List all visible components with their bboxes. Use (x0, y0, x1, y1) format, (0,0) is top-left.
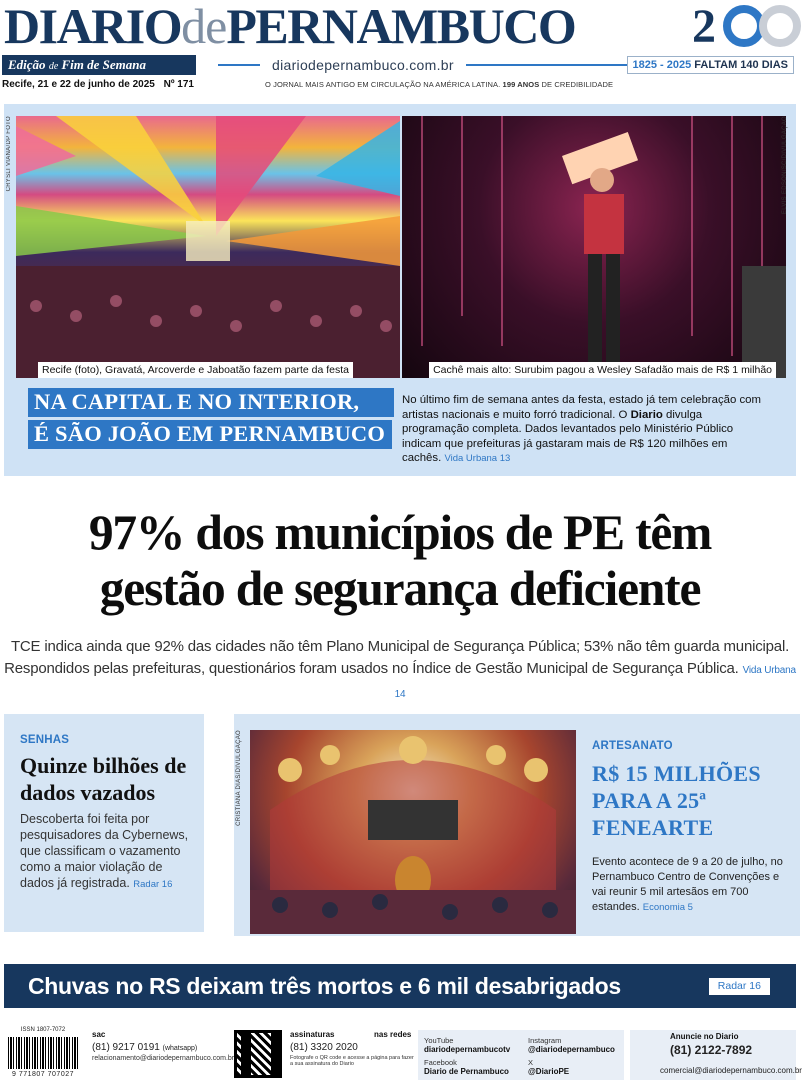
dateline (2, 78, 798, 92)
subscription-label: assinaturas (290, 1030, 335, 1039)
x-link[interactable] (528, 1058, 569, 1076)
summary-text: No último fim de semana antes da festa, estado já tem celebração com artistas nacionais e muito forró tradicional. O (402, 394, 761, 421)
youtube-handle: diariodepernambucotv (424, 1045, 511, 1054)
issue-number: Nº 171 (163, 79, 194, 90)
youtube-link[interactable] (424, 1036, 510, 1054)
summary-bold: Diario (630, 408, 663, 421)
main-headline[interactable] (0, 505, 800, 617)
logo-word-pernambuco: PERNAMBUCO (226, 0, 576, 54)
concert-illustration (402, 116, 786, 378)
concert-singer-photo[interactable] (402, 116, 786, 378)
facebook-label: Facebook (424, 1058, 457, 1067)
story-kicker: ARTESANATO (592, 740, 673, 752)
instagram-label: Instagram (528, 1036, 562, 1045)
sao-joao-section (4, 104, 796, 476)
senhas-story[interactable] (4, 714, 204, 932)
social-links (418, 1030, 624, 1080)
story-headline: Quinze bilhões de dados vazados (20, 753, 187, 805)
instagram-handle: @diariodepernambuco (528, 1045, 615, 1054)
motto-bold: 199 ANOS (502, 80, 540, 89)
edition-word: Edição (8, 57, 46, 72)
ad-label: Anuncie no Diario (670, 1032, 739, 1041)
edition-de: de (48, 61, 59, 72)
headline-line: NA CAPITAL E NO INTERIOR, (28, 388, 394, 417)
anniversary-200-logo (690, 0, 800, 53)
facebook-handle: Diario de Pernambuco (424, 1067, 509, 1076)
social-label-block (374, 1030, 411, 1039)
site-url[interactable]: diariodepernambuco.com.br (260, 55, 466, 75)
story-kicker: SENHAS (20, 734, 70, 746)
summary-text: divulga programação completa. Dados levantados pelo Ministério Público indicam que prefeituras já gastaram mais de R$ 120 milhões em cachês. (402, 408, 734, 464)
barcode-digits: 9 771807 707027 (12, 1071, 74, 1078)
subheadline-line: Respondidos pelas prefeituras, questionários foram usados no Índice de Gestão Municipal de Segurança Pública. (4, 660, 739, 677)
sao-joao-headline[interactable] (28, 388, 394, 452)
rs-rain-banner[interactable] (4, 964, 796, 1008)
banner-headline: Chuvas no RS deixam três mortos e 6 mil desabrigados (28, 973, 621, 999)
story-text (592, 855, 788, 915)
social-label: nas redes (374, 1030, 412, 1039)
headline-line: É SÃO JOÃO EM PERNAMBUCO (28, 420, 392, 449)
photo-credit: CRISTIANA DIAS/DIVULGAÇÃO (236, 730, 242, 826)
svg-text:2: 2 (692, 0, 716, 53)
youtube-label: YouTube (424, 1036, 454, 1045)
section-page-link[interactable]: Vida Urbana 13 (444, 453, 511, 464)
story-headline: R$ 15 MILHÕES PARA A 25ª FENEARTE (592, 761, 761, 840)
headline-line: gestão de segurança deficiente (99, 561, 701, 616)
sac-phone-note: (whatsapp) (162, 1045, 198, 1052)
artesanato-story[interactable] (234, 714, 800, 936)
footer (0, 1026, 800, 1084)
motto (265, 78, 613, 92)
sac-phone[interactable] (92, 1042, 234, 1053)
logo-word-de: de (181, 0, 227, 54)
festival-illustration (16, 116, 400, 378)
section-page-link[interactable]: Vida Urbana 14 (394, 665, 796, 700)
section-page-link[interactable]: Economia 5 (642, 902, 693, 913)
ad-phone[interactable]: (81) 2122-7892 (670, 1043, 753, 1057)
x-handle: @DiarioPE (528, 1067, 570, 1076)
countdown-text: FALTAM 140 DIAS (694, 59, 788, 71)
fenearte-illustration (250, 730, 576, 934)
subscription-note: Fotografe o QR code e acesse a página para fazer a sua assinatura do Diario (290, 1055, 414, 1067)
anniversary-years: 1825 - 2025 (632, 59, 692, 71)
photo-caption: Cachê mais alto: Surubim pagou a Wesley Safadão mais de R$ 1 milhão (429, 362, 776, 378)
main-subheadline (0, 636, 800, 706)
issn-number: ISSN 1807-7072 (20, 1027, 66, 1033)
edition-weekend: Fim de Semana (61, 57, 147, 72)
ad-email[interactable]: comercial@diariodepernambuco.com.br (660, 1066, 802, 1075)
sac-phone-number: (81) 9217 0191 (92, 1042, 160, 1053)
sac-email[interactable]: relacionamento@diariodepernambuco.com.br (92, 1055, 235, 1062)
advertising-contact (630, 1030, 802, 1080)
sac-contact (92, 1030, 234, 1062)
edition-bar (0, 55, 800, 75)
story-text (20, 811, 190, 893)
artesanato-text (592, 740, 788, 915)
section-page-link[interactable]: Radar 16 (709, 978, 770, 995)
section-page-link[interactable]: Radar 16 (133, 879, 173, 890)
photo-caption: Recife (foto), Gravatá, Arcoverde e Jaboatão fazem parte da festa (38, 362, 353, 378)
motto-end: DE CREDIBILIDADE (541, 80, 614, 89)
masthead (0, 0, 800, 52)
instagram-link[interactable] (528, 1036, 615, 1054)
qr-code[interactable] (234, 1030, 282, 1078)
x-label: X (528, 1058, 534, 1067)
motto-start: O JORNAL MAIS ANTIGO EM CIRCULAÇÃO NA AMÉRICA LATINA. (265, 80, 501, 89)
story-body: Evento acontece de 9 a 20 de julho, no Pernambuco Centro de Convenções e vai reunir 5 mil artesãos em 700 estandes. (592, 856, 783, 913)
sao-joao-summary (402, 393, 762, 467)
barcode (4, 1026, 82, 1082)
story-body: Descoberta foi feita por pesquisadores da Cybernews, que classificam o vazamento como a maior violação de dados já registrada. (20, 812, 189, 890)
barcode-bars (8, 1037, 78, 1069)
photo-credit: ELVIS EDSON/SC/DIVULGAÇÃO (782, 116, 788, 215)
issue-date (2, 78, 194, 92)
photo-credit: CRYSLI VIANA/DP FOTO (6, 116, 12, 192)
headline-line: 97% dos municípios de PE têm (88, 505, 712, 560)
sac-label: sac (92, 1030, 106, 1039)
anniversary-countdown (627, 56, 795, 74)
subscription-phone[interactable]: (81) 3320 2020 (290, 1042, 358, 1053)
date-text: Recife, 21 e 22 de junho de 2025 (2, 79, 155, 90)
logo-word-diario: DIARIO (4, 0, 182, 54)
newspaper-logo[interactable] (4, 0, 575, 52)
edition-label (2, 55, 196, 75)
subheadline-line: TCE indica ainda que 92% das cidades não têm Plano Municipal de Segurança Pública; 53% não têm guarda municipal. (10, 638, 790, 655)
fenearte-photo[interactable] (250, 730, 576, 934)
facebook-link[interactable] (424, 1058, 509, 1076)
festival-crowd-photo[interactable] (6, 116, 400, 378)
